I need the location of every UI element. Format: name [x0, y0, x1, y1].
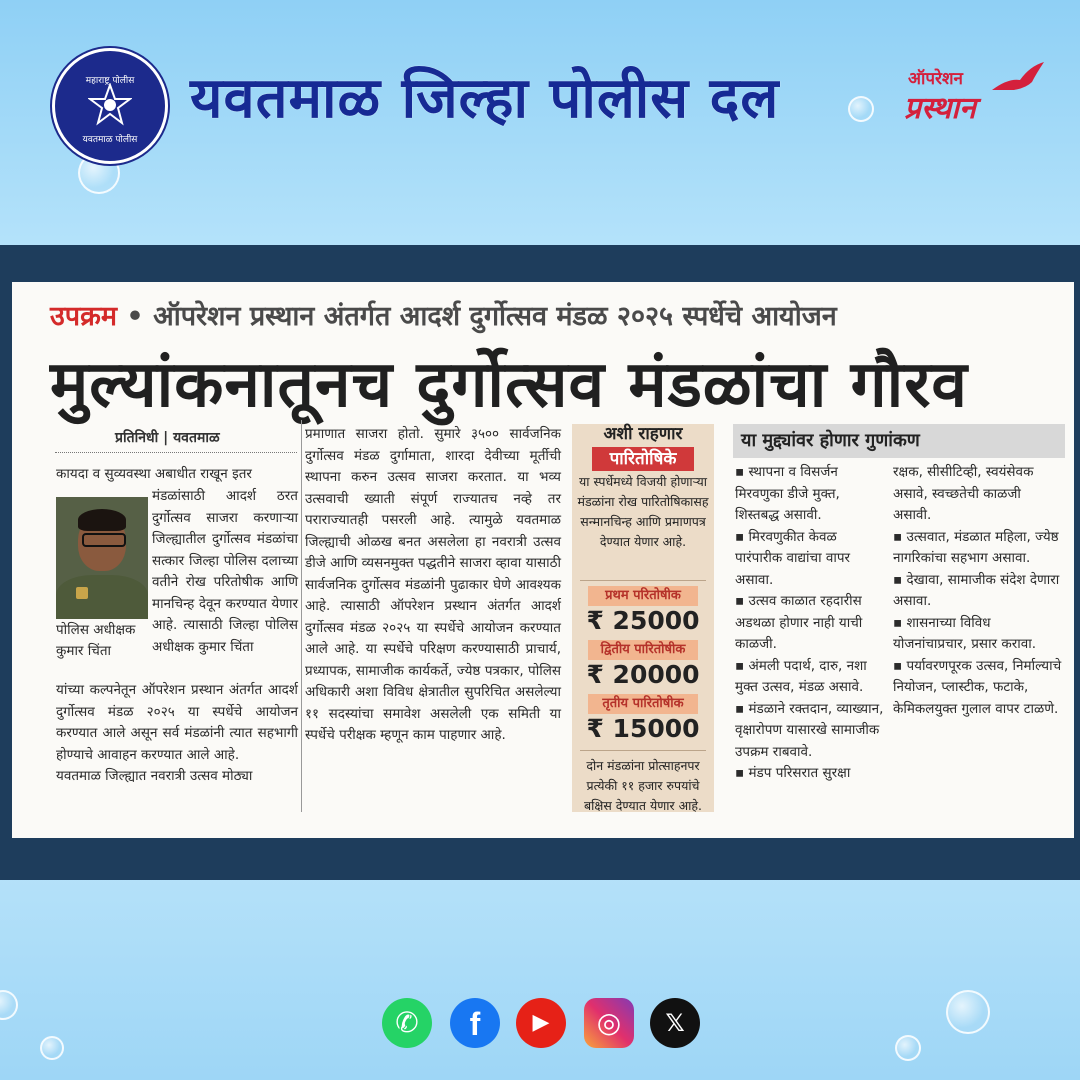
column-2-text: प्रमाणात साजरा होतो. सुमारे ३५०० सार्वजनिक दुर्गोत्सव मंडळ दुर्गामाता, शारदा देवीच्या मूर्तीची स्थापना करुन उत्सव साजरा करतात. या भव्य उत्सवाची ख्याती संपूर्ण राज्यातच नव्हे तर पराराज्यातही पसरली आहे. त्यामुळे यवतमाळ जिल्ह्याची ओळख बनत असलेला हा नवरात्री उत्सव डीजे आणि व्यसनमुक्त पद्धतीने साजरा व्हावा यासाठी सार्वजनिक दुर्गोत्सव मंडळांनी पुढाकार घेणे आवश्यक आहे. त्यासाठी ऑपरेशन प्रस्थान अंतर्गत आदर्श दुर्गोत्सव मंडळ २०२५ या स्पर्धेचे आयोजन करण्यात आले आहे. या स्पर्धेचे परिक्षण करण्यासाठी प्राचार्य, प्रध्यापक, सामाजीक कार्यकर्ते, ज्येष्ठ पत्रकार, पोलिस अधिकारी अशा विविध क्षेत्रातील सुपरिचित असलेल्या ११ सदस्यांचा समावेश असलेली एक समिती या स्पर्धेचे परीक्षक म्हणून काम पाहणार आहे.	[305, 426, 561, 743]
criteria-item: ▪ मिरवणुकीत केवळ पारंपारीक वाद्यांचा वापर असावा.	[735, 528, 851, 588]
kicker-text: • ऑपरेशन प्रस्थान अंतर्गत आदर्श दुर्गोत्सव मंडळ २०२५ स्पर्धेचे आयोजन	[126, 301, 837, 332]
prize-label-third: तृतीय पारितोषीक	[588, 694, 698, 714]
instagram-icon[interactable]: ◎	[584, 998, 634, 1048]
criteria-column-a	[735, 462, 885, 785]
criteria-item: ▪ मंडप परिसरात सुरक्षा	[735, 765, 851, 781]
criteria-item: ▪ पर्यावरणपूरक उत्सव, निर्माल्याचे नियोजन, प्लास्टीक, फटाके, केमिकलयुक्त गुलाल वापर टाळणे.	[893, 657, 1062, 717]
article-headline: मुल्यांकनातूनच दुर्गोत्सव मंडळांचा गौरव	[50, 348, 969, 422]
police-emblem-logo	[52, 48, 168, 164]
operation-logo-small-text: ऑपरेशन	[908, 69, 963, 89]
page-title: यवतमाळ जिल्हा पोलीस दल	[190, 66, 780, 131]
photo-caption: पोलिस अधीक्षक कुमार चिंता	[56, 622, 136, 659]
byline: प्रतिनिधी | यवतमाळ	[115, 430, 220, 446]
youtube-icon[interactable]: ▶	[516, 998, 566, 1048]
x-icon[interactable]: 𝕏	[650, 998, 700, 1048]
logo-bottom-text: यवतमाळ पोलीस	[82, 135, 138, 145]
whatsapp-icon[interactable]: ✆	[382, 998, 432, 1048]
bubble-decoration	[895, 1035, 921, 1061]
star-badge-icon	[88, 83, 132, 127]
column-1-wrap-text: मंडळांसाठी आदर्श ठरत दुर्गोत्सव साजरा करणाऱ्या जिल्ह्यातील दुर्गोत्सव मंडळांचा सत्कार जिल्हा पोलिस दलाच्या वतीने रोख परितोषीक आणि मानचिन्ह देवून करण्यात येणार आहे. त्यासाठी जिल्हा पोलिस अधीक्षक कुमार चिंता	[152, 488, 298, 655]
bubble-decoration	[40, 1036, 64, 1060]
criteria-item: ▪ स्थापना व विसर्जन मिरवणुका डीजे मुक्त, शिस्तबद्ध असावी.	[735, 464, 840, 523]
column-divider	[301, 420, 302, 812]
prizes-footer: दोन मंडळांना प्रोत्साहनपर प्रत्येकी ११ हजार रुपयांचे बक्षिस देण्यात येणार आहे.	[584, 758, 702, 813]
prize-amount-second: ₹ 20000	[586, 660, 700, 689]
byline-divider	[55, 452, 297, 453]
kicker-label: उपक्रम	[50, 301, 118, 332]
criteria-heading: या मुद्द्यांवर होणार गुणांकण	[733, 424, 1065, 458]
article-kicker	[50, 296, 837, 333]
criteria-item: ▪ शासनाच्या विविध योजनांचाप्रचार, प्रसार करावा.	[893, 614, 1037, 652]
prize-label-first: प्रथम परितोषीक	[588, 586, 698, 606]
column-1-text: यांच्या कल्पनेतून ऑपरेशन प्रस्थान अंतर्गत आदर्श दुर्गोत्सव मंडळ २०२५ या स्पर्धेचे आयोजन करण्यात आले असून सर्व मंडळांनी त्यात सहभागी होण्याचे आवाहन करण्यात आले आहे. यवतमाळ जिल्ह्यात नवरात्री उत्सव मोठ्या	[56, 682, 298, 784]
bubble-decoration	[0, 990, 18, 1020]
logo-top-text: महाराष्ट्र पोलीस	[85, 76, 135, 86]
criteria-item: ▪ उत्सव काळात रहदारीस अडथळा होणार नाही याची काळजी.	[735, 593, 863, 652]
operation-prasthan-logo	[890, 60, 1050, 140]
criteria-item: ▪ अंमली पदार्थ, दारु, नशा मुक्त उत्सव, मंडळ असावे.	[735, 657, 867, 695]
prize-amount-third: ₹ 15000	[586, 714, 700, 743]
prize-divider	[580, 580, 706, 581]
facebook-icon[interactable]: f	[450, 998, 500, 1048]
bubble-decoration	[848, 96, 874, 122]
prizes-heading: अशी राहणार	[603, 424, 683, 444]
column-1-intro: कायदा व सुव्यवस्था अबाधीत राखून इतर	[56, 466, 252, 482]
bird-icon	[990, 60, 1046, 100]
criteria-item: रक्षक, सीसीटिव्ही, स्वयंसेवक असावे, स्वच्छतेची काळजी असावी.	[893, 464, 1034, 523]
bubble-decoration	[946, 990, 990, 1034]
prize-label-second: द्वितीय पारितोषीक	[588, 640, 698, 660]
criteria-item: ▪ उत्सवात, मंडळात महिला, ज्येष्ठ नागरिकांचा सहभाग असावा.	[893, 528, 1059, 566]
prizes-intro: या स्पर्धेमध्ये विजयी होणाऱ्या मंडळांना रोख पारितोषिकासह सन्मानचिन्ह आणि प्रमाणपत्र देण्यात येणार आहे.	[577, 474, 709, 549]
prize-amount-first: ₹ 25000	[586, 606, 700, 635]
criteria-item: ▪ मंडळाने रक्तदान, व्याख्यान, वृक्षारोपण यासारखे सामाजीक उपक्रम राबवावे.	[735, 700, 884, 760]
prizes-subheading: पारितोषिके	[592, 447, 694, 471]
criteria-column-b	[893, 462, 1063, 720]
criteria-item: ▪ देखावा, सामाजीक संदेश देणारा असावा.	[893, 571, 1060, 609]
operation-logo-big-text: प्रस्थान	[904, 91, 976, 126]
officer-photo	[56, 497, 148, 619]
prize-divider	[580, 750, 706, 751]
